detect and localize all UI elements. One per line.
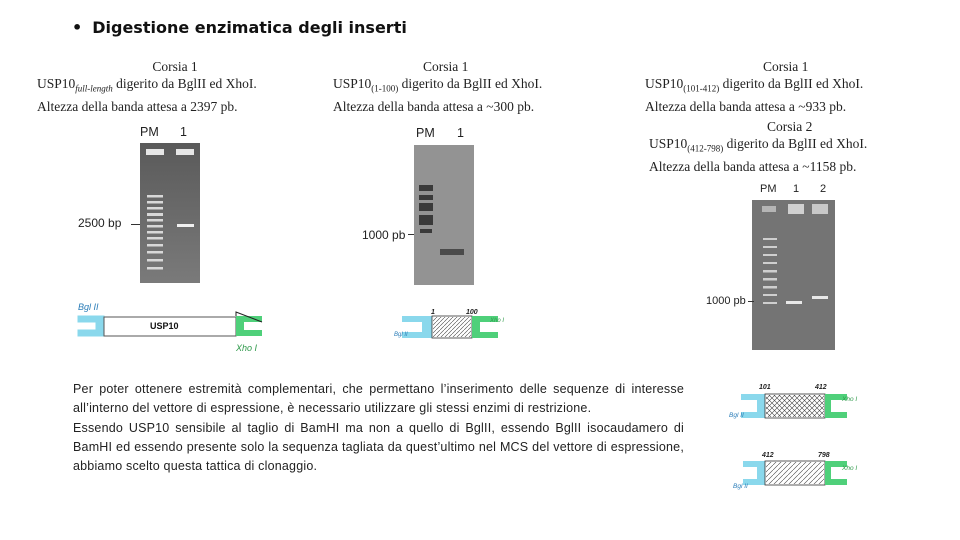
paragraph-2: Essendo USP10 sensibile al taglio di BamHI ma non a quello di BglII, essendo BglII isocaudamero di BamHI ed essendo presente solo la sequenza tagliata da quest’ultimo nel MCS del vettore di espressione, abbiamo scelto questa tattica di clonaggio.: [73, 420, 684, 474]
panel3-a-bgl: Bgl II: [729, 412, 744, 419]
panel3-c2-expected: Altezza della banda attesa a ~1158 pb.: [649, 158, 857, 174]
panel2-lane-1: 1: [457, 126, 464, 140]
panel2-start-num: 1: [431, 309, 435, 316]
panel1-bgl-label: Bgl II: [78, 302, 99, 312]
panel2-description: [333, 75, 623, 98]
panel3-lane-2: 2: [820, 183, 827, 195]
paragraph-1: Per poter ottenere estremità complementari, che permettano l’inserimento delle sequenze di interesse all’interno del vettore di espressione, è necessario utilizzare gli stessi enzimi di restrizione.: [73, 382, 684, 416]
panel2-xho-label: Xho I: [490, 318, 505, 324]
panel2-gene: USP10: [333, 76, 372, 91]
panel3-c2-description: [649, 135, 949, 158]
panel1-marker-tick: [131, 224, 140, 225]
panel3-b-end: 798: [818, 452, 830, 459]
panel3-b-xho: Xho I: [842, 465, 858, 472]
panel2-construct-diagram: [392, 306, 522, 344]
title-text: Digestione enzimatica degli inserti: [92, 18, 407, 37]
panel2-gel-image: [414, 145, 474, 285]
panel3-c1-description: [645, 75, 945, 98]
panel3-b-bgl: Bgl II: [733, 483, 748, 490]
panel1-expected: Altezza della banda attesa a 2397 pb.: [37, 98, 238, 114]
panel3-c1-gene: USP10: [645, 76, 684, 91]
panel3-a-start: 101: [759, 384, 771, 391]
panel1-gel-image: [140, 143, 200, 283]
panel1-description: [30, 75, 320, 98]
panel1-usp10-label: USP10: [150, 321, 179, 331]
panel3-c2-construct: (412-798): [687, 143, 724, 154]
panel2-bgl-label: Bgl II: [394, 332, 408, 338]
panel2-end-num: 100: [466, 309, 478, 316]
panel1-lane-1: 1: [180, 125, 187, 139]
panel3-gel-image: [752, 200, 835, 350]
panel3-construct-b: [733, 455, 873, 495]
panel2-construct: (1-100): [371, 83, 399, 94]
panel3-c1-expected: Altezza della banda attesa a ~933 pb.: [645, 98, 847, 114]
panel3-c1-construct: (101-412): [683, 83, 720, 94]
panel1-caption: [30, 58, 320, 115]
bullet: •: [72, 18, 83, 37]
panel3-construct-a: [727, 388, 867, 428]
panel1-digest: digerito da BglII ed XhoI.: [112, 76, 257, 91]
panel1-gene: USP10: [37, 76, 76, 91]
panel1-lane-pm: PM: [140, 125, 159, 139]
panel2-lane-pm: PM: [416, 126, 435, 140]
panel3-b-start: 412: [762, 452, 774, 459]
explanation-paragraph: [73, 380, 684, 476]
panel1-lane-label: Corsia 1: [152, 59, 198, 74]
panel1-marker-label: 2500 bp: [78, 216, 122, 230]
panel3-c2-lane: Corsia 2: [767, 119, 813, 134]
panel3-c2-gene: USP10: [649, 136, 688, 151]
panel1-xho-label: Xho I: [236, 343, 258, 353]
panel3-c1-lane: Corsia 1: [763, 59, 809, 74]
panel2-marker-label: 1000 pb: [362, 228, 406, 242]
panel3-c2-digest: digerito da BglII ed XhoI.: [723, 136, 868, 151]
panel3-c1-digest: digerito da BglII ed XhoI.: [719, 76, 864, 91]
panel2-expected: Altezza della banda attesa a ~300 pb.: [333, 98, 535, 114]
panel3-caption-1: [645, 58, 945, 115]
slide-title: [72, 18, 407, 37]
panel3-marker-label: 1000 pb: [706, 295, 746, 307]
panel3-caption-2: [649, 118, 949, 175]
panel3-lane-pm: PM: [760, 183, 777, 195]
panel3-marker-tick: [748, 301, 754, 302]
panel2-marker-tick: [408, 234, 414, 235]
panel3-a-xho: Xho I: [842, 396, 858, 403]
panel3-lane-1: 1: [793, 183, 800, 195]
panel1-construct: full-length: [75, 83, 113, 94]
panel2-lane-label: Corsia 1: [423, 59, 469, 74]
panel2-caption: [333, 58, 623, 115]
panel3-a-end: 412: [815, 384, 827, 391]
panel2-digest: digerito da BglII ed XhoI.: [398, 76, 543, 91]
